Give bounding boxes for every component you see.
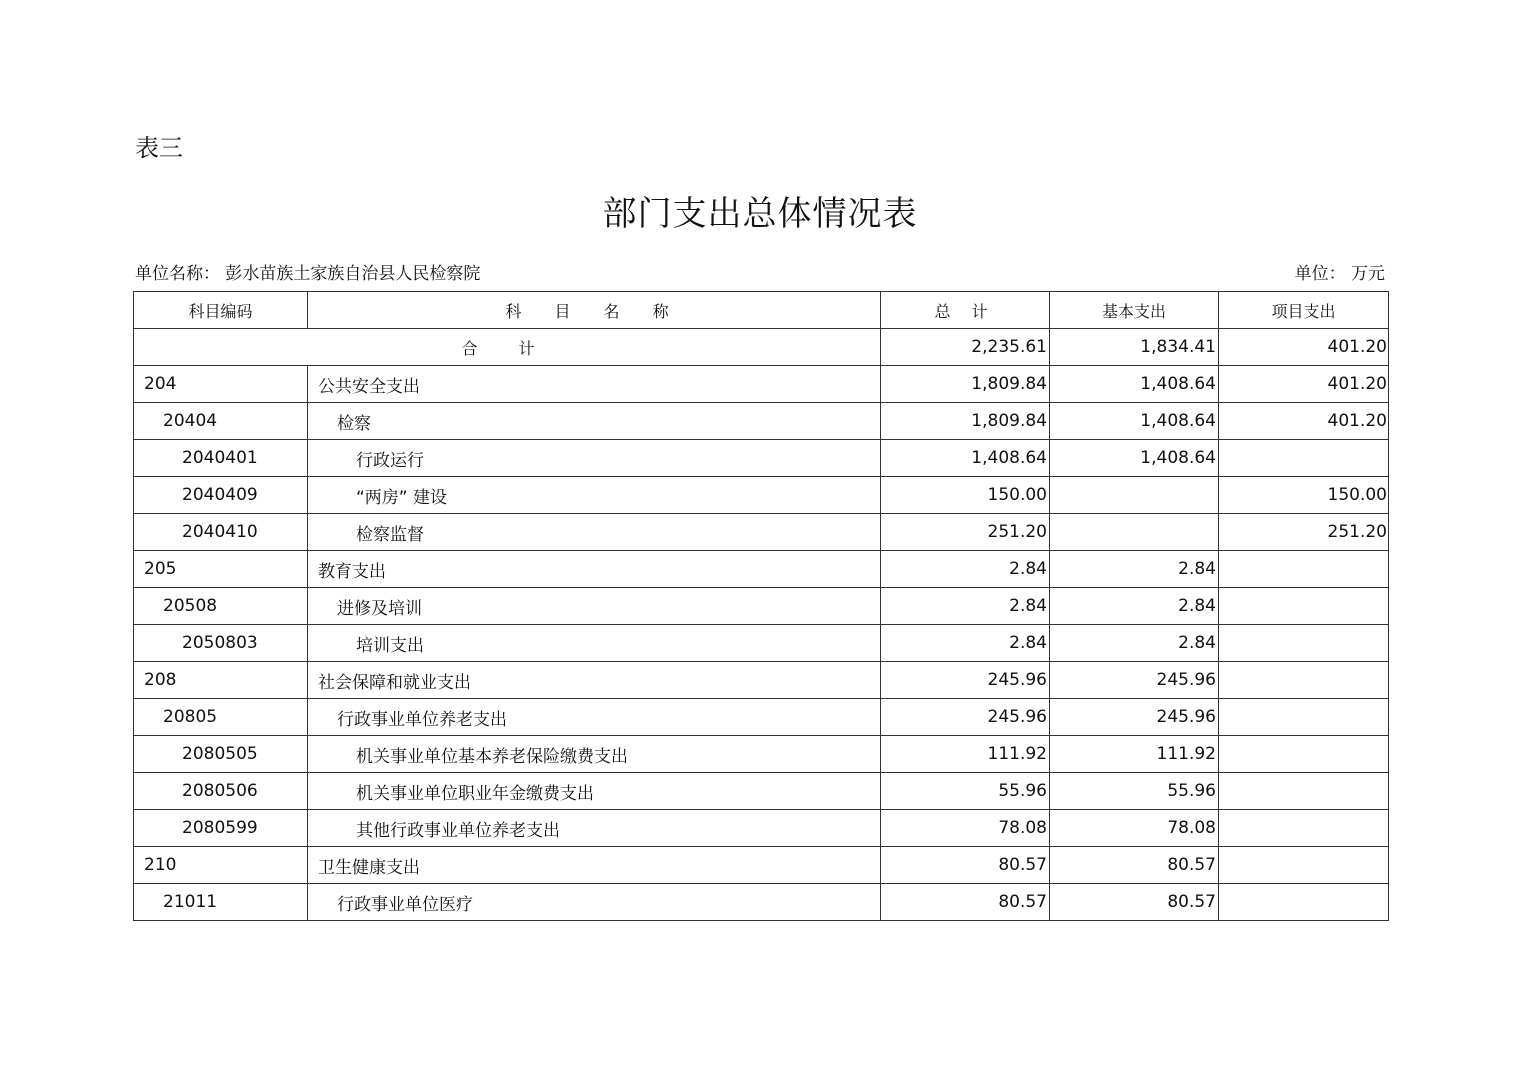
project-amount: [1219, 440, 1389, 477]
project-amount: [1219, 662, 1389, 699]
project-amount: [1219, 773, 1389, 810]
subject-name: 教育支出: [308, 551, 881, 588]
basic-amount: 55.96: [1050, 773, 1219, 810]
subject-code: 2080505: [134, 736, 308, 773]
table-header-row: [134, 292, 1389, 329]
unit-name-label: 单位名称： 彭水苗族土家族自治县人民检察院: [135, 264, 481, 284]
project-amount: [1219, 736, 1389, 773]
subject-name: 其他行政事业单位养老支出: [308, 810, 881, 847]
table-row: [134, 699, 1389, 736]
total-amount: 2.84: [881, 625, 1050, 662]
column-header-code: 科目编码: [134, 292, 308, 329]
subject-name: 行政运行: [308, 440, 881, 477]
table-row: [134, 551, 1389, 588]
total-amount: 111.92: [881, 736, 1050, 773]
basic-amount: 2.84: [1050, 588, 1219, 625]
total-amount: 1,809.84: [881, 366, 1050, 403]
subject-code: 2050803: [134, 625, 308, 662]
basic-amount: 80.57: [1050, 847, 1219, 884]
subject-code: 2080506: [134, 773, 308, 810]
total-amount: 1,408.64: [881, 440, 1050, 477]
table-row: [134, 477, 1389, 514]
total-amount: 245.96: [881, 699, 1050, 736]
basic-amount: 1,408.64: [1050, 403, 1219, 440]
project-amount: 401.20: [1219, 403, 1389, 440]
total-amount: 245.96: [881, 662, 1050, 699]
page-title: 部门支出总体情况表: [602, 194, 918, 234]
basic-amount: 245.96: [1050, 699, 1219, 736]
subject-code: 205: [134, 551, 308, 588]
basic-amount: 1,408.64: [1050, 366, 1219, 403]
total-basic: 1,834.41: [1050, 329, 1219, 366]
basic-amount: 80.57: [1050, 884, 1219, 921]
basic-amount: 2.84: [1050, 625, 1219, 662]
total-amount: 78.08: [881, 810, 1050, 847]
total-amount: 1,809.84: [881, 403, 1050, 440]
subject-name: 公共安全支出: [308, 366, 881, 403]
basic-amount: 111.92: [1050, 736, 1219, 773]
subject-code: 2040410: [134, 514, 308, 551]
subject-name: 进修及培训: [308, 588, 881, 625]
subject-code: 21011: [134, 884, 308, 921]
table-number: 表三: [135, 134, 183, 162]
subject-name: 机关事业单位职业年金缴费支出: [308, 773, 881, 810]
basic-amount: [1050, 514, 1219, 551]
subject-code: 210: [134, 847, 308, 884]
table-row: [134, 773, 1389, 810]
total-amount: 2.84: [881, 588, 1050, 625]
total-amount: 150.00: [881, 477, 1050, 514]
table-row: [134, 588, 1389, 625]
total-row: [134, 329, 1389, 366]
column-header-name: 科 目 名 称: [308, 292, 881, 329]
table-row: [134, 514, 1389, 551]
subject-name: 社会保障和就业支出: [308, 662, 881, 699]
column-header-basic: 基本支出: [1050, 292, 1219, 329]
subject-code: 20404: [134, 403, 308, 440]
subject-code: 20805: [134, 699, 308, 736]
subject-name: 检察: [308, 403, 881, 440]
table-row: [134, 440, 1389, 477]
subject-code: 2040409: [134, 477, 308, 514]
table-row: [134, 884, 1389, 921]
total-amount: 80.57: [881, 884, 1050, 921]
project-amount: [1219, 810, 1389, 847]
subject-code: 2080599: [134, 810, 308, 847]
project-amount: 150.00: [1219, 477, 1389, 514]
subject-name: 机关事业单位基本养老保险缴费支出: [308, 736, 881, 773]
column-header-total: 总 计: [881, 292, 1050, 329]
basic-amount: [1050, 477, 1219, 514]
table-row: [134, 810, 1389, 847]
total-amount: 2.84: [881, 551, 1050, 588]
table-row: [134, 736, 1389, 773]
subject-name: 培训支出: [308, 625, 881, 662]
total-amount: 251.20: [881, 514, 1050, 551]
table-row: [134, 403, 1389, 440]
subject-name: 行政事业单位养老支出: [308, 699, 881, 736]
total-project: 401.20: [1219, 329, 1389, 366]
project-amount: [1219, 699, 1389, 736]
subject-name: 行政事业单位医疗: [308, 884, 881, 921]
basic-amount: 78.08: [1050, 810, 1219, 847]
subject-code: 20508: [134, 588, 308, 625]
table-row: [134, 366, 1389, 403]
subject-name: 检察监督: [308, 514, 881, 551]
basic-amount: 245.96: [1050, 662, 1219, 699]
total-amount: 55.96: [881, 773, 1050, 810]
expenditure-table: [133, 291, 1389, 921]
column-header-project: 项目支出: [1219, 292, 1389, 329]
total-amount: 80.57: [881, 847, 1050, 884]
project-amount: [1219, 551, 1389, 588]
total-amount: 2,235.61: [881, 329, 1050, 366]
project-amount: [1219, 625, 1389, 662]
total-label: 合 计: [134, 329, 881, 366]
project-amount: 251.20: [1219, 514, 1389, 551]
subject-name: 卫生健康支出: [308, 847, 881, 884]
subject-code: 208: [134, 662, 308, 699]
project-amount: 401.20: [1219, 366, 1389, 403]
project-amount: [1219, 884, 1389, 921]
project-amount: [1219, 847, 1389, 884]
currency-unit-label: 单位： 万元: [1294, 264, 1385, 284]
subject-name: “两房” 建设: [308, 477, 881, 514]
subject-code: 2040401: [134, 440, 308, 477]
project-amount: [1219, 588, 1389, 625]
subject-code: 204: [134, 366, 308, 403]
table-row: [134, 662, 1389, 699]
basic-amount: 1,408.64: [1050, 440, 1219, 477]
table-row: [134, 847, 1389, 884]
table-row: [134, 625, 1389, 662]
basic-amount: 2.84: [1050, 551, 1219, 588]
